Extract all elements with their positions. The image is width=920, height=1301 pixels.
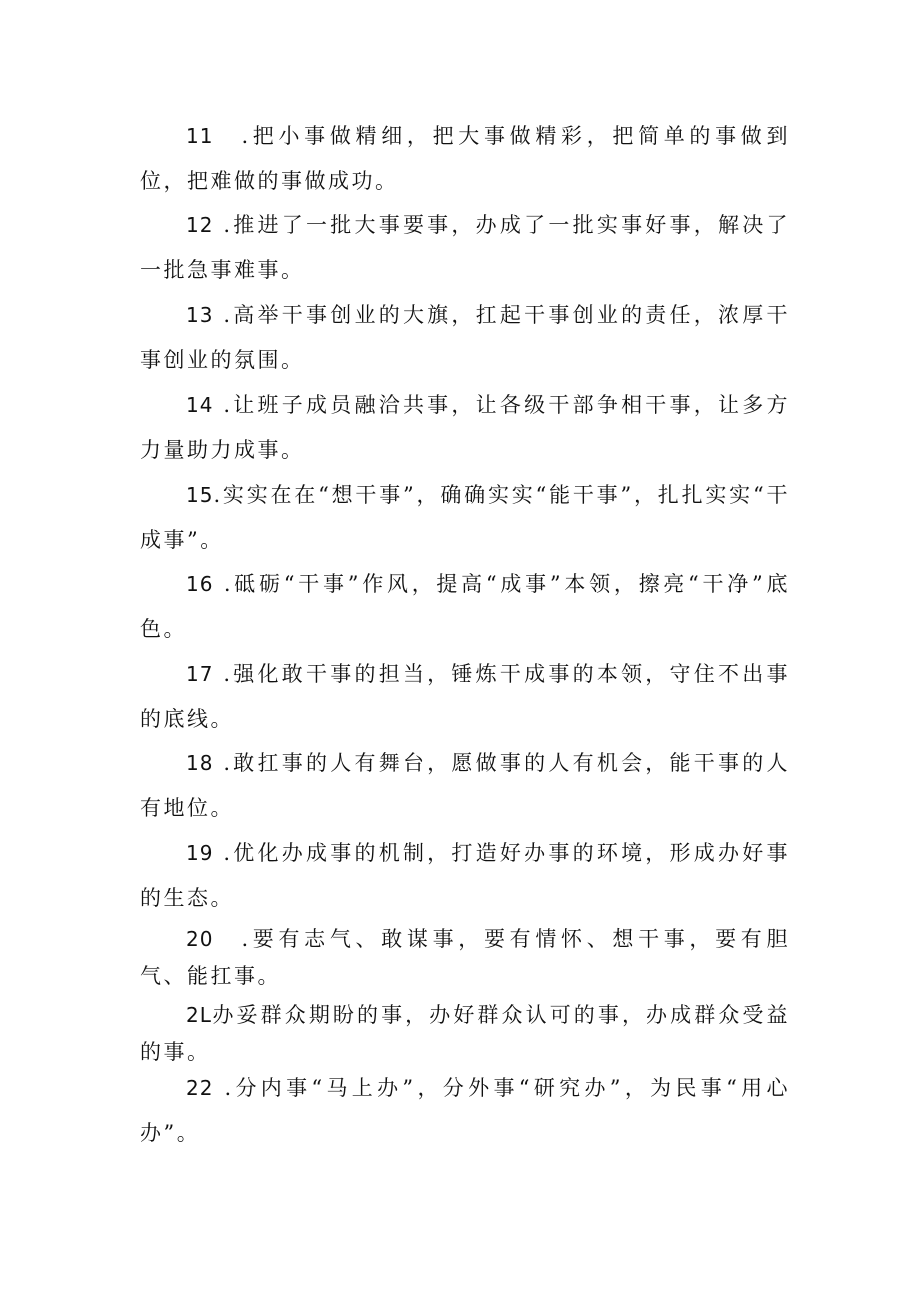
item-text: .把小事做精细，把大事做精彩，把简单的事做到位，把难做的事做成功。 — [140, 124, 790, 193]
list-item-15 — [140, 473, 790, 563]
item-number: 14 — [186, 393, 214, 417]
list-item-18 — [140, 741, 790, 831]
list-item-21 — [140, 997, 790, 1071]
list-item-20 — [140, 921, 790, 995]
item-text: .推进了一批大事要事，办成了一批实事好事，解决了一批急事难事。 — [140, 213, 790, 282]
list-item-14 — [140, 383, 790, 473]
list-item-11 — [140, 114, 790, 204]
item-text: .分内事“马上办”，分外事“研究办”，为民事“用心办”。 — [140, 1076, 790, 1145]
item-number: 20 — [186, 927, 214, 951]
item-text: .高举干事创业的大旗，扛起干事创业的责任，浓厚干事创业的氛围。 — [140, 303, 790, 372]
list-item-22 — [140, 1066, 790, 1156]
item-text: 办妥群众期盼的事，办好群众认可的事，办成群众受益的事。 — [140, 1003, 790, 1064]
item-text: .让班子成员融洽共事，让各级干部争相干事，让多方力量助力成事。 — [140, 393, 790, 462]
item-number: 13 — [186, 303, 214, 327]
item-text: .强化敢干事的担当，锤炼干成事的本领，守住不出事的底线。 — [140, 662, 790, 731]
item-text: .砥砺“干事”作风，提高“成事”本领，擦亮“干净”底色。 — [140, 572, 790, 641]
list-item-12 — [140, 203, 790, 293]
list-item-19 — [140, 831, 790, 921]
list-item-13 — [140, 293, 790, 383]
item-number: 18 — [186, 751, 214, 775]
item-number: 17 — [186, 662, 214, 686]
list-item-17 — [140, 652, 790, 742]
item-number: 2L — [186, 1003, 212, 1027]
item-number: 12 — [186, 213, 214, 237]
item-text: .优化办成事的机制，打造好办事的环境，形成办好事的生态。 — [140, 841, 790, 910]
item-text: .敢扛事的人有舞台，愿做事的人有机会，能干事的人有地位。 — [140, 751, 790, 820]
item-number: 22 — [186, 1076, 214, 1100]
item-text: .实实在在“想干事”，确确实实“能干事”，扎扎实实“干成事”。 — [140, 483, 790, 552]
item-number: 11 — [186, 124, 214, 148]
item-number: 16 — [186, 572, 214, 596]
item-text: .要有志气、敢谋事，要有情怀、想干事，要有胆气、能扛事。 — [140, 927, 790, 988]
item-number: 15 — [186, 483, 214, 507]
item-number: 19 — [186, 841, 214, 865]
list-item-16 — [140, 562, 790, 652]
